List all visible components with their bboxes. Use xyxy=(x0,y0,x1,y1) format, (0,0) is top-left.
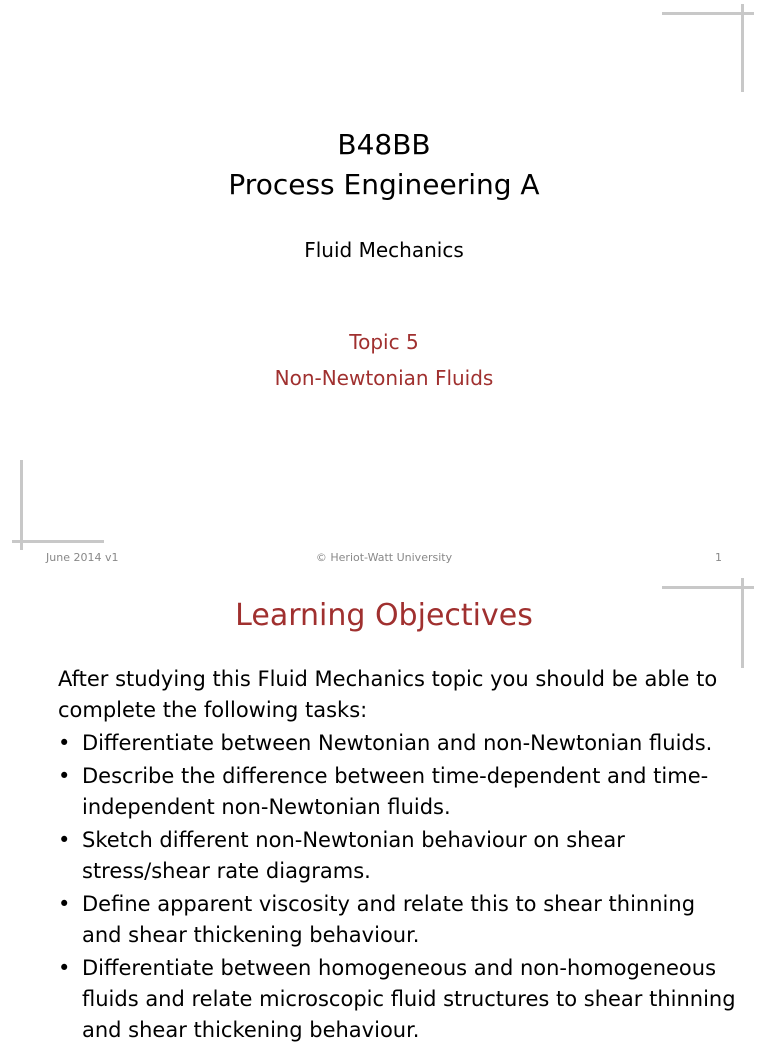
topic-number: Topic 5 xyxy=(349,330,419,354)
corner-mark-bottom-left-v xyxy=(20,460,23,550)
footer-copyright: © Heriot-Watt University xyxy=(315,551,453,564)
corner-mark-bottom-left-h xyxy=(12,540,104,543)
list-item: • Define apparent viscosity and relate this to shear thinning and shear thickening behaviour. xyxy=(58,889,738,951)
list-item: • Sketch different non-Newtonian behaviour on shear stress/shear rate diagrams. xyxy=(58,825,738,887)
intro-paragraph: After studying this Fluid Mechanics topic you should be able to complete the following tasks: xyxy=(58,667,718,722)
slide-title: Learning Objectives xyxy=(235,598,533,633)
topic-name: Non-Newtonian Fluids xyxy=(274,366,494,390)
learning-objectives-slide xyxy=(0,574,768,1042)
course-code: B48BB xyxy=(337,128,431,161)
corner-mark-top-right-v xyxy=(741,4,744,92)
list-item: • Differentiate between Newtonian and non-Newtonian fluids. xyxy=(58,728,738,759)
footer-page-number: 1 xyxy=(715,551,722,564)
objectives-list xyxy=(58,728,738,1048)
subject-heading: Fluid Mechanics xyxy=(304,238,464,262)
course-title: Process Engineering A xyxy=(228,168,540,201)
list-item: • Describe the difference between time-dependent and time-independent non-Newtonian fluids. xyxy=(58,761,738,823)
list-item: • Differentiate between homogeneous and non-homogeneous fluids and relate microscopic fluid structures to shear thinning and shear thickening behaviour. xyxy=(58,953,738,1046)
footer-date: June 2014 v1 xyxy=(46,551,119,564)
